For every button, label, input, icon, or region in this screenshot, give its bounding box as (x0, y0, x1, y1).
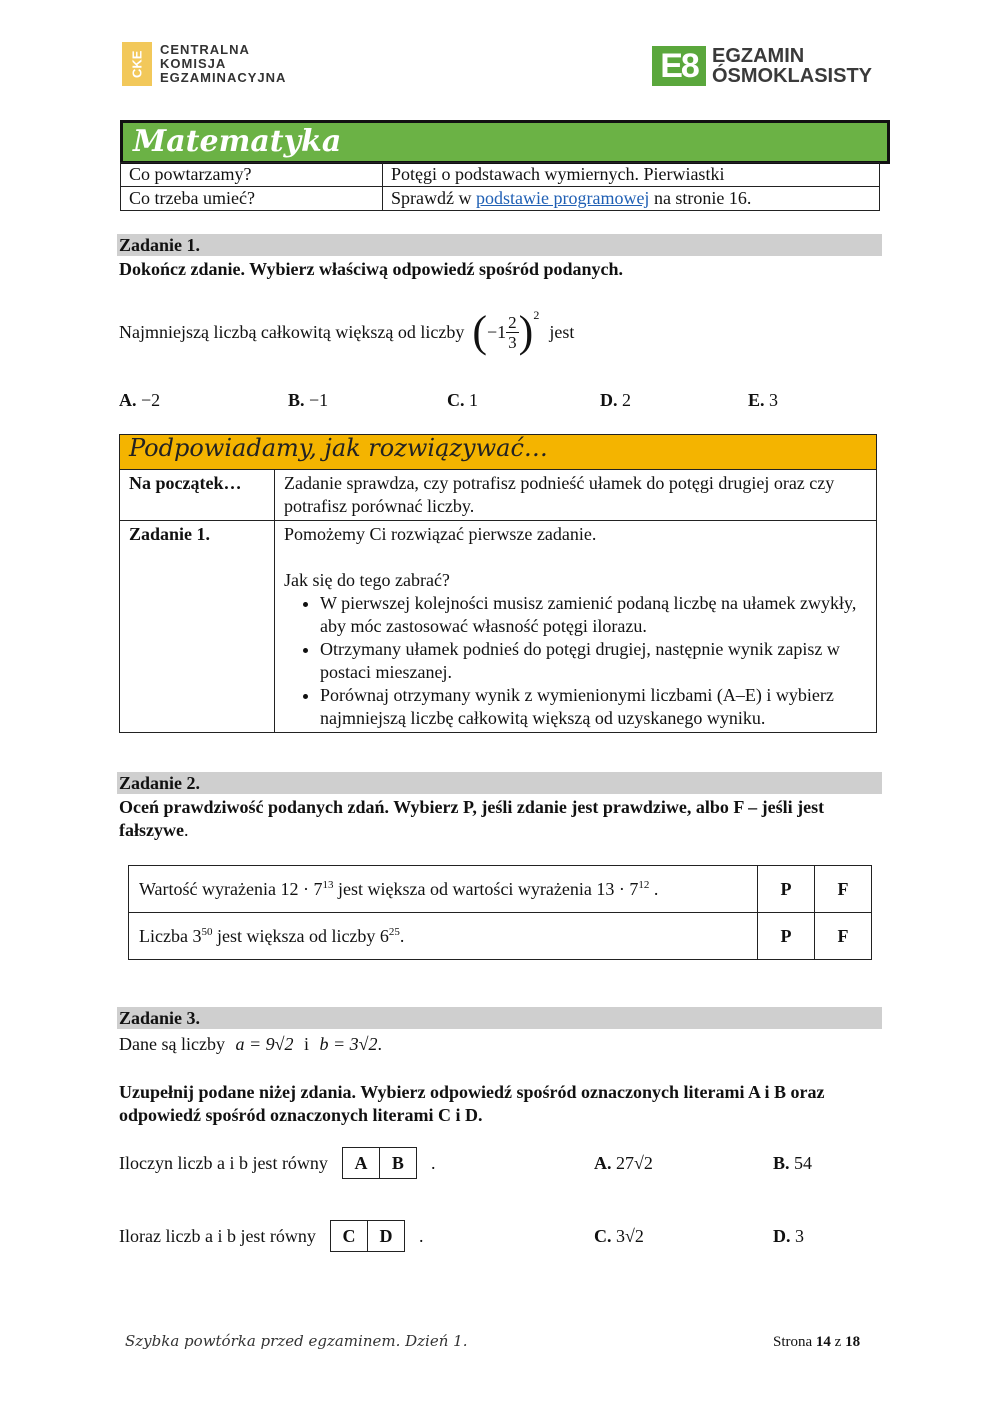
option-p-1[interactable]: P (758, 866, 815, 913)
info-label: Co trzeba umieć? (121, 187, 383, 211)
table-row (129, 913, 872, 960)
hints-text-task: Pomożemy Ci rozwiązać pierwsze zadanie. Jak się do tego zabrać? • W pierwszej kolejności musisz zamienić podaną liczbę na ułamek zwykły, aby móc zastosować własność potęgi ilorazu. • Otrzymany ułamek podnieś do potęgi drugiej, następnie wynik zapisz w postaci mieszanej. • Porównaj otrzymany wynik z wymienionymi liczbami (A–E) i wybierz najmniejszą liczbę całkowitą większą od uzyskanego wyniku. (275, 521, 877, 733)
table-row (120, 521, 877, 733)
hints-label-start: Na początek… (120, 470, 275, 521)
subject-title: Matematyka (120, 120, 890, 164)
info-value: Potęgi o podstawach wymiernych. Pierwiastki (383, 163, 880, 187)
footer-title: Szybka powtórka przed egzaminem. Dzień 1. (125, 1332, 468, 1350)
curriculum-link[interactable]: podstawie programowej (475, 188, 650, 208)
task-1-title: Zadanie 1. (117, 234, 882, 256)
option-a[interactable]: A. 27√2 (594, 1153, 653, 1173)
option-c[interactable]: C. 3√2 (594, 1226, 644, 1246)
answer-a[interactable]: A. −2 (119, 390, 161, 410)
choice-c[interactable]: C (342, 1226, 356, 1246)
task-3-sentence-1: Iloczyn liczb a i b jest równy A B . (119, 1147, 435, 1179)
table-row (121, 187, 880, 211)
task-2-instruction: Oceń prawdziwość podanych zdań. Wybierz P, jeśli zdanie jest prawdziwe, albo F – jeśli jest fałszywe. (119, 797, 825, 840)
table-row (120, 470, 877, 521)
choice-box-cd (330, 1220, 405, 1252)
statement-1: Wartość wyrażenia $12 \cdot 7^{13}$ jest większa od wartości wyrażenia $13 \cdot 7^{12}$ . (129, 866, 758, 913)
choice-d[interactable]: D (367, 1221, 404, 1251)
hints-title: Podpowiadamy, jak rozwiązywać… (120, 435, 877, 470)
table-row (129, 866, 872, 913)
table-row (121, 163, 880, 187)
page-number: Strona 14 z 18 (773, 1334, 861, 1350)
task-3-given: Dane są liczby a = 9√2 i b = 3√2. (119, 1034, 383, 1054)
option-f-1[interactable]: F (815, 866, 872, 913)
cke-logo (122, 42, 286, 86)
list-item: • Porównaj otrzymany wynik z wymienionymi liczbami (A–E) i wybierz najmniejszą liczbę całkowitą większą od uzyskanego wyniku. (320, 684, 867, 730)
option-p-2[interactable]: P (758, 913, 815, 960)
true-false-table (128, 865, 872, 960)
task-2-title: Zadanie 2. (117, 772, 882, 794)
info-value: Sprawdź w podstawie programowej na stronie 16. (383, 187, 880, 211)
choice-box-ab (342, 1147, 417, 1179)
choice-a[interactable]: A (354, 1153, 368, 1173)
hints-label-task: Zadanie 1. (120, 521, 275, 733)
hints-text-start: Zadanie sprawdza, czy potrafisz podnieść ułamek do potęgi drugiej oraz czy potrafisz porównać liczby. (275, 470, 877, 521)
expr-exponent: 2 (533, 308, 540, 322)
answer-b[interactable]: B. −1 (288, 390, 329, 410)
subject-info-table (120, 162, 880, 211)
task-3-instruction: Uzupełnij podane niżej zdania. Wybierz odpowiedź spośród oznaczonych literami A i B oraz odpowiedź spośród oznaczonych literami C i D. (119, 1082, 825, 1125)
option-b[interactable]: B. 54 (773, 1153, 813, 1173)
choice-b[interactable]: B (379, 1148, 416, 1178)
cke-logo-mark: CKE (122, 42, 152, 86)
e8-logo-text: EGZAMIN ÓSMOKLASISTY (712, 45, 873, 87)
task-3-sentence-2: Iloraz liczb a i b jest równy C D . (119, 1220, 423, 1252)
task-1-instruction: Dokończ zdanie. Wybierz właściwą odpowiedź spośród podanych. (119, 259, 624, 279)
e8-logo (652, 46, 872, 86)
e8-logo-mark: E8 (652, 46, 706, 86)
expr-fraction: $\frac{2}{3}$ (508, 312, 517, 352)
option-f-2[interactable]: F (815, 913, 872, 960)
list-item: • W pierwszej kolejności musisz zamienić podaną liczbę na ułamek zwykły, aby móc zastosować własność potęgi ilorazu. (320, 592, 867, 638)
expr-whole: −1 (487, 321, 507, 342)
answer-c[interactable]: C. 1 (447, 390, 478, 410)
list-item: • Otrzymany ułamek podnieś do potęgi drugiej, następnie wynik zapisz w postaci mieszanej. (320, 638, 867, 684)
cke-logo-text: CENTRALNA KOMISJA EGZAMINACYJNA (160, 42, 287, 85)
statement-2: Liczba $3^{50}$ jest większa od liczby $6^{25}$. (129, 913, 758, 960)
hints-list (284, 592, 867, 730)
task-3-title: Zadanie 3. (117, 1007, 882, 1029)
option-d[interactable]: D. 3 (773, 1226, 804, 1246)
answer-d[interactable]: D. 2 (600, 390, 631, 410)
info-label: Co powtarzamy? (121, 163, 383, 187)
answer-e[interactable]: E. 3 (748, 390, 779, 410)
hints-table (119, 434, 877, 733)
task-1-sentence: Najmniejszą liczbą całkowitą większą od liczby ( −1 $\frac{2}{3}$ ) 2 jest (119, 302, 574, 362)
